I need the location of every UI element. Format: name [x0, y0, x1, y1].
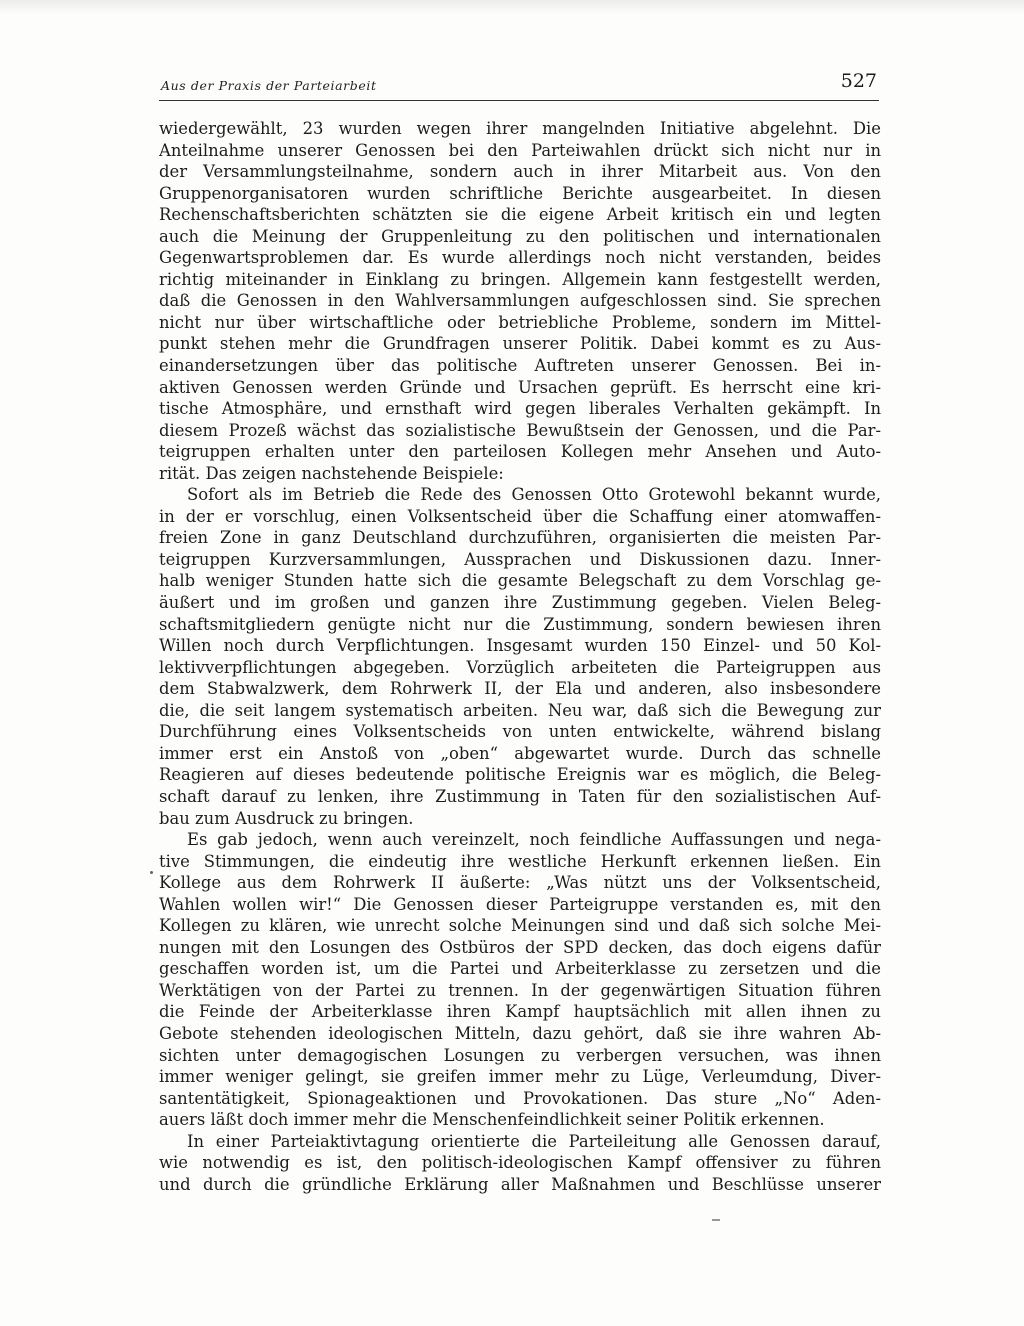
text-line: Reagieren auf dieses bedeutende politische Ereignis war es möglich, die Beleg- [159, 765, 881, 785]
text-line: die, die seit langem systematisch arbeiten. Neu war, daß sich die Bewegung zur [159, 700, 881, 720]
text-line: Wahlen wollen wir!“ Die Genossen dieser Parteigruppe verstanden es, mit den [159, 894, 881, 914]
text-line: auch die Meinung der Gruppenleitung zu den politischen und internationalen [159, 226, 881, 246]
text-line: äußert und im großen und ganzen ihre Zustimmung gegeben. Vielen Beleg- [159, 593, 881, 613]
text-line: nungen mit den Losungen des Ostbüros der SPD decken, das doch eigens dafür [159, 937, 881, 957]
paragraph-1 [159, 118, 881, 484]
running-head: Aus der Praxis der Parteiarbeit [161, 78, 377, 93]
text-line: immer weniger gelingt, sie greifen immer mehr zu Lüge, Verleumdung, Diver- [159, 1067, 881, 1087]
text-line: Sofort als im Betrieb die Rede des Genossen Otto Grotewohl bekannt wurde, [187, 485, 881, 505]
paragraph-3 [159, 829, 881, 1131]
text-line: Gegenwartsproblemen dar. Es wurde allerdings noch nicht verstanden, beides [159, 248, 881, 268]
text-line: diesem Prozeß wächst das sozialistische Bewußtsein der Genossen, und die Par- [159, 420, 881, 440]
text-line: wie notwendig es ist, den politisch-ideologischen Kampf offensiver zu führen [159, 1153, 881, 1173]
text-line: teigruppen Kurzversammlungen, Aussprachen und Diskussionen dazu. Inner- [159, 549, 881, 569]
text-line: der Versammlungsteilnahme, sondern auch in ihrer Mitarbeit aus. Von den [159, 162, 881, 182]
text-line: schaftsmitgliedern genügte nicht nur die Zustimmung, sondern bewiesen ihren [159, 614, 881, 634]
text-line: in der er vorschlug, einen Volksentscheid über die Schaffung einer atomwaffen- [159, 506, 881, 526]
paragraph-4 [159, 1131, 881, 1196]
text-line: und durch die gründliche Erklärung aller Maßnahmen und Beschlüsse unserer [159, 1174, 881, 1194]
page-number: 527 [840, 70, 877, 92]
text-line: dem Stabwalzwerk, dem Rohrwerk II, der Ela und anderen, also insbesondere [159, 679, 881, 699]
text-line: Gruppenorganisatoren wurden schriftliche Berichte ausgearbeitet. In diesen [159, 183, 881, 203]
text-line: punkt stehen mehr die Grundfragen unserer Politik. Dabei kommt es zu Aus- [159, 334, 881, 354]
margin-mark [150, 871, 153, 874]
text-line: santentätigkeit, Spionageaktionen und Provokationen. Das sture „No“ Aden- [159, 1088, 881, 1108]
text-line: Willen noch durch Verpflichtungen. Insgesamt wurden 150 Einzel- und 50 Kol- [159, 636, 881, 656]
body-text [159, 118, 881, 1195]
text-line: bau zum Ausdruck zu bringen. [159, 808, 414, 828]
paragraph-2 [159, 484, 881, 829]
text-line: aktiven Genossen werden Gründe und Ursachen geprüft. Es herrscht eine kri- [159, 377, 881, 397]
text-line: die Feinde der Arbeiterklasse ihren Kampf hauptsächlich mit allen ihnen zu [159, 1002, 881, 1022]
text-line: Es gab jedoch, wenn auch vereinzelt, noch feindliche Auffassungen und nega- [187, 830, 881, 850]
text-line: Durchführung eines Volksentscheids von unten entwickelte, während bislang [159, 722, 881, 742]
text-line: einandersetzungen über das politische Auftreten unserer Genossen. Bei in- [159, 356, 881, 376]
text-line: rität. Das zeigen nachstehende Beispiele: [159, 463, 504, 483]
text-line: daß die Genossen in den Wahlversammlungen aufgeschlossen sind. Sie sprechen [159, 291, 881, 311]
text-line: freien Zone in ganz Deutschland durchzuführen, organisierten die meisten Par- [159, 528, 881, 548]
text-line: sichten unter demagogischen Losungen zu verbergen versuchen, was ihnen [159, 1045, 881, 1065]
text-line: Gebote stehenden ideologischen Mitteln, dazu gehört, daß sie ihre wahren Ab- [159, 1023, 881, 1043]
text-line: tische Atmosphäre, und ernsthaft wird gegen liberales Verhalten gekämpft. In [159, 399, 881, 419]
text-line: wiedergewählt, 23 wurden wegen ihrer mangelnden Initiative abgelehnt. Die [159, 119, 881, 138]
text-line: nicht nur über wirtschaftliche oder betriebliche Probleme, sondern im Mittel- [159, 312, 881, 332]
text-line: schaft darauf zu lenken, ihre Zustimmung in Taten für den sozialistischen Auf- [159, 786, 881, 806]
text-line: richtig miteinander in Einklang zu bringen. Allgemein kann festgestellt werden, [159, 269, 881, 289]
bottom-mark [712, 1219, 720, 1221]
text-line: In einer Parteiaktivtagung orientierte die Parteileitung alle Genossen darauf, [187, 1131, 881, 1151]
text-line: Werktätigen von der Partei zu trennen. In der gegenwärtigen Situation führen [159, 980, 881, 1000]
text-line: halb weniger Stunden hatte sich die gesamte Belegschaft zu dem Vorschlag ge- [159, 571, 881, 591]
text-line: tive Stimmungen, die eindeutig ihre westliche Herkunft erkennen ließen. Ein [159, 851, 881, 871]
text-line: lektivverpflichtungen abgegeben. Vorzüglich arbeiteten die Parteigruppen aus [159, 657, 881, 677]
scan-edge-shading [0, 0, 1024, 14]
text-line: teigruppen erhalten unter den parteilosen Kollegen mehr Ansehen und Auto- [159, 442, 881, 462]
page-header [159, 70, 879, 101]
text-line: Rechenschaftsberichten schätzten sie die eigene Arbeit kritisch ein und legten [159, 205, 881, 225]
text-line: auers läßt doch immer mehr die Menschenfeindlichkeit seiner Politik erkennen. [159, 1110, 825, 1130]
text-line: Anteilnahme unserer Genossen bei den Parteiwahlen drückt sich nicht nur in [159, 140, 881, 160]
text-line: Kollege aus dem Rohrwerk II äußerte: „Was nützt uns der Volksentscheid, [159, 873, 881, 893]
text-line: geschaffen worden ist, um die Partei und Arbeiterklasse zu zersetzen und die [159, 959, 881, 979]
text-line: Kollegen zu klären, wie unrecht solche Meinungen sind und daß sich solche Mei- [159, 916, 881, 936]
text-line: immer erst ein Anstoß von „oben“ abgewartet wurde. Durch das schnelle [159, 743, 881, 763]
